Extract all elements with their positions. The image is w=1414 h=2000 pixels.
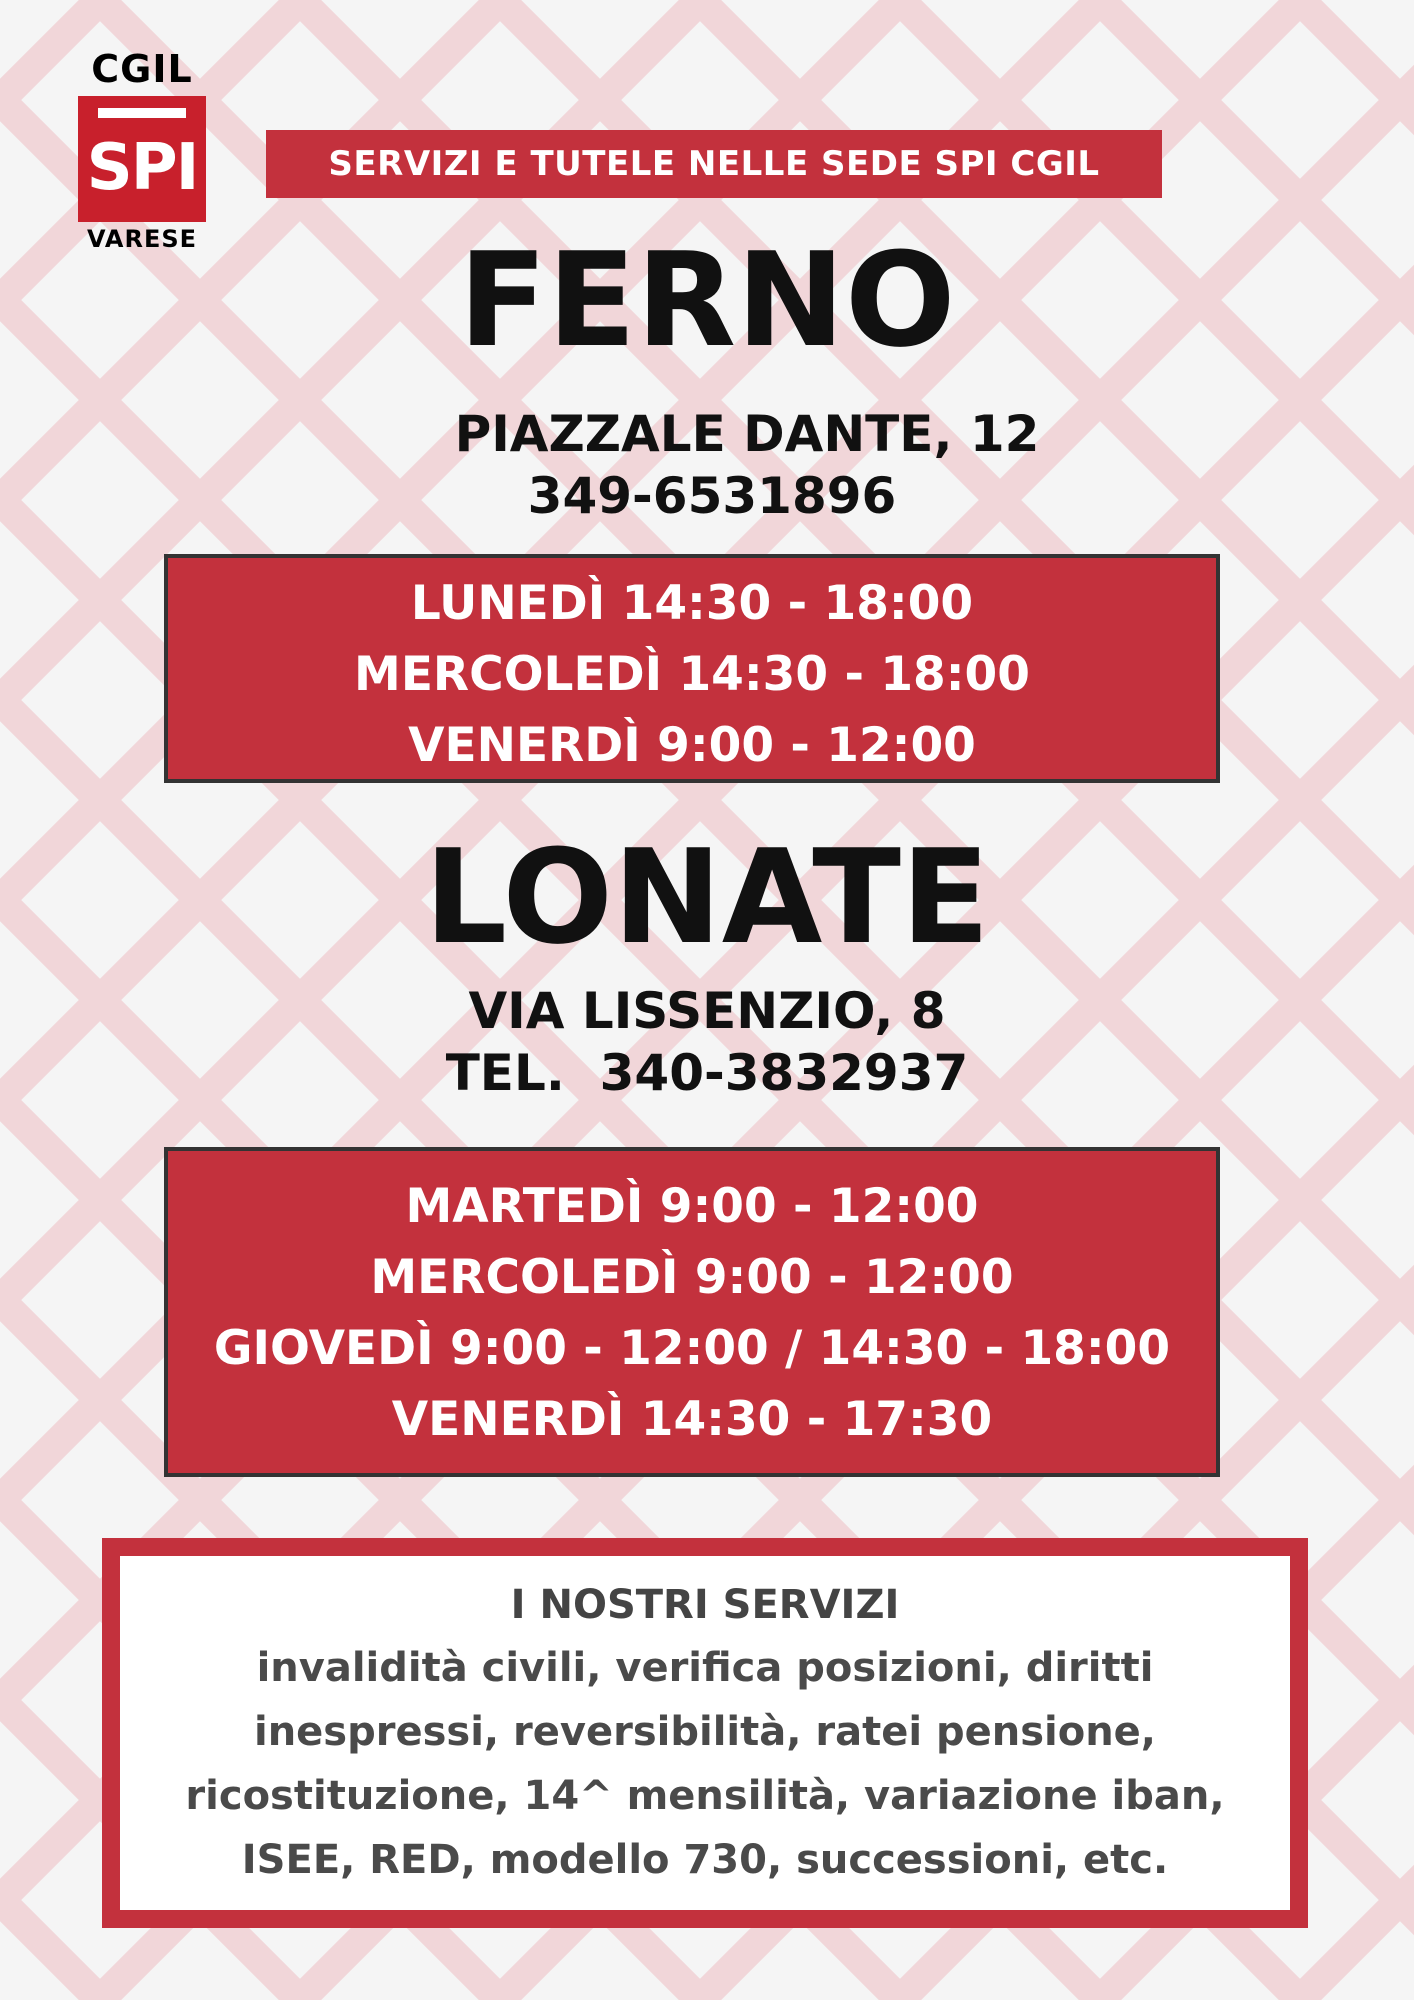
ferno-hours-line: VENERDÌ 9:00 - 12:00 (408, 718, 976, 773)
lonate-hours-line: MARTEDÌ 9:00 - 12:00 (405, 1179, 979, 1234)
services-line: ISEE, RED, modello 730, successioni, etc. (241, 1837, 1169, 1883)
lonate-address-block (0, 980, 1414, 1104)
services-inner (120, 1556, 1290, 1910)
lonate-phone: TEL. 340-3832937 (445, 1044, 969, 1102)
lonate-hours-line: MERCOLEDÌ 9:00 - 12:00 (370, 1250, 1014, 1305)
ferno-hours-box (164, 554, 1220, 783)
lonate-hours-box (164, 1147, 1220, 1477)
services-line: inespressi, reversibilità, ratei pensione, (253, 1709, 1156, 1755)
services-line: ricostituzione, 14^ mensilità, variazione iban, (185, 1773, 1225, 1819)
lonate-address: VIA LISSENZIO, 8 (468, 982, 946, 1040)
ferno-hours-line: LUNEDÌ 14:30 - 18:00 (410, 576, 974, 631)
logo-varese-text: VARESE (86, 225, 198, 253)
lonate-hours-line: GIOVEDÌ 9:00 - 12:00 / 14:30 - 18:00 (213, 1321, 1171, 1376)
ferno-address-block (0, 403, 1414, 527)
logo-bar (98, 108, 186, 118)
lonate-hours-line: VENERDÌ 14:30 - 17:30 (391, 1392, 993, 1447)
services-title: I NOSTRI SERVIZI (510, 1582, 900, 1628)
spi-cgil-varese-logo (78, 46, 206, 254)
ferno-title: FERNO (458, 224, 956, 376)
ferno-phone: 349-6531896 (527, 467, 897, 525)
logo-spi-text: SPI (86, 131, 198, 205)
services-box (102, 1538, 1308, 1928)
ferno-address: PIAZZALE DANTE, 12 (454, 405, 1040, 463)
logo-red-box (78, 96, 206, 222)
ferno-hours-line: MERCOLEDÌ 14:30 - 18:00 (354, 647, 1030, 702)
services-line: invalidità civili, verifica posizioni, diritti (256, 1645, 1154, 1691)
lonate-title: LONATE (424, 821, 990, 973)
header-banner: SERVIZI E TUTELE NELLE SEDE SPI CGIL (266, 130, 1162, 198)
logo-cgil-text: CGIL (91, 47, 193, 91)
